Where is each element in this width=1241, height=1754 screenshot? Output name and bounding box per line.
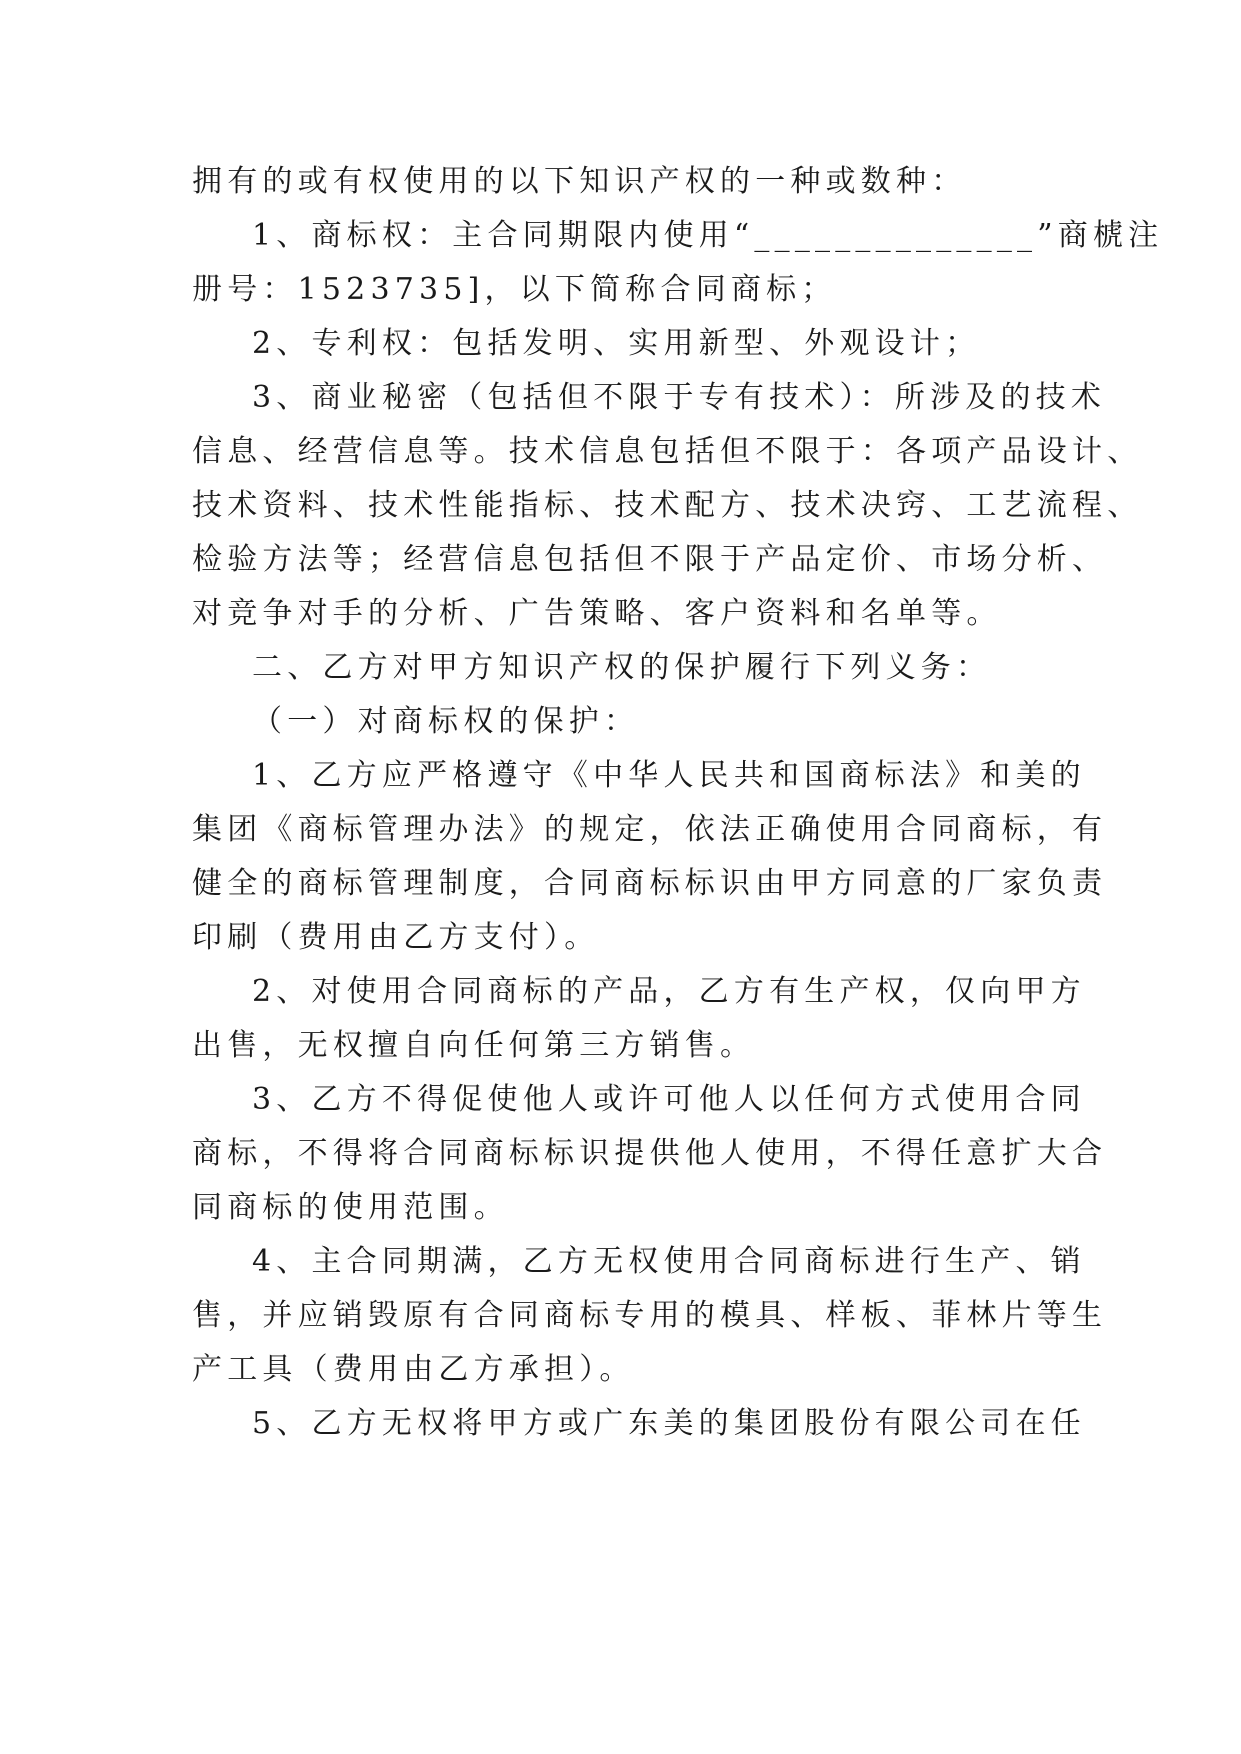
- text-line: 印刷（费用由乙方支付）。: [192, 920, 600, 955]
- text-line: 同商标的使用范围。: [192, 1190, 509, 1225]
- text-line: 册号：1523735]，以下简称合同商标；: [192, 272, 837, 307]
- text-line: 商标，不得将合同商标标识提供他人使用，不得任意扩大合: [192, 1136, 1108, 1171]
- text-line: 技术资料、技术性能指标、技术配方、技术决窍、工艺流程、: [192, 488, 1143, 523]
- text-line: 健全的商标管理制度，合同商标标识由甲方同意的厂家负责: [192, 866, 1108, 901]
- section-heading: 二、乙方对甲方知识产权的保护履行下列义务：: [252, 650, 992, 685]
- text-line: 1、乙方应严格遵守《中华人民共和国商标法》和美的: [252, 758, 1086, 793]
- subsection-heading: （一）对商标权的保护：: [252, 704, 640, 739]
- text-line: 产工具（费用由乙方承担）。: [192, 1352, 635, 1387]
- text-line: 4、主合同期满，乙方无权使用合同商标进行生产、销: [252, 1244, 1086, 1279]
- text-line: 检验方法等；经营信息包括但不限于产品定价、市场分析、: [192, 542, 1108, 577]
- text-line: 2、对使用合同商标的产品，乙方有生产权，仅向甲方: [252, 974, 1086, 1009]
- text-line: 3、乙方不得促使他人或许可他人以任何方式使用合同: [252, 1082, 1086, 1117]
- text-line: 集团《商标管理办法》的规定，依法正确使用合同商标，有: [192, 812, 1108, 847]
- text-line: 对竞争对手的分析、广告策略、客户资料和名单等。: [192, 596, 1002, 631]
- text-line: 3、商业秘密（包括但不限于专有技术）：所涉及的技术: [252, 380, 1107, 415]
- text-line: 信息、经营信息等。技术信息包括但不限于：各项产品设计、: [192, 434, 1143, 469]
- text-line: 出售，无权擅自向任何第三方销售。: [192, 1028, 756, 1063]
- text-line: 拥有的或有权使用的以下知识产权的一种或数种：: [192, 164, 967, 199]
- text-line: 售，并应销毁原有合同商标专用的模具、样板、菲林片等生: [192, 1298, 1108, 1333]
- text-line: 1、商标权：主合同期限内使用“______________”商椃注: [252, 218, 1164, 253]
- text-line: 2、专利权：包括发明、实用新型、外观设计；: [252, 326, 981, 361]
- text-line: 5、乙方无权将甲方或广东美的集团股份有限公司在任: [252, 1406, 1086, 1441]
